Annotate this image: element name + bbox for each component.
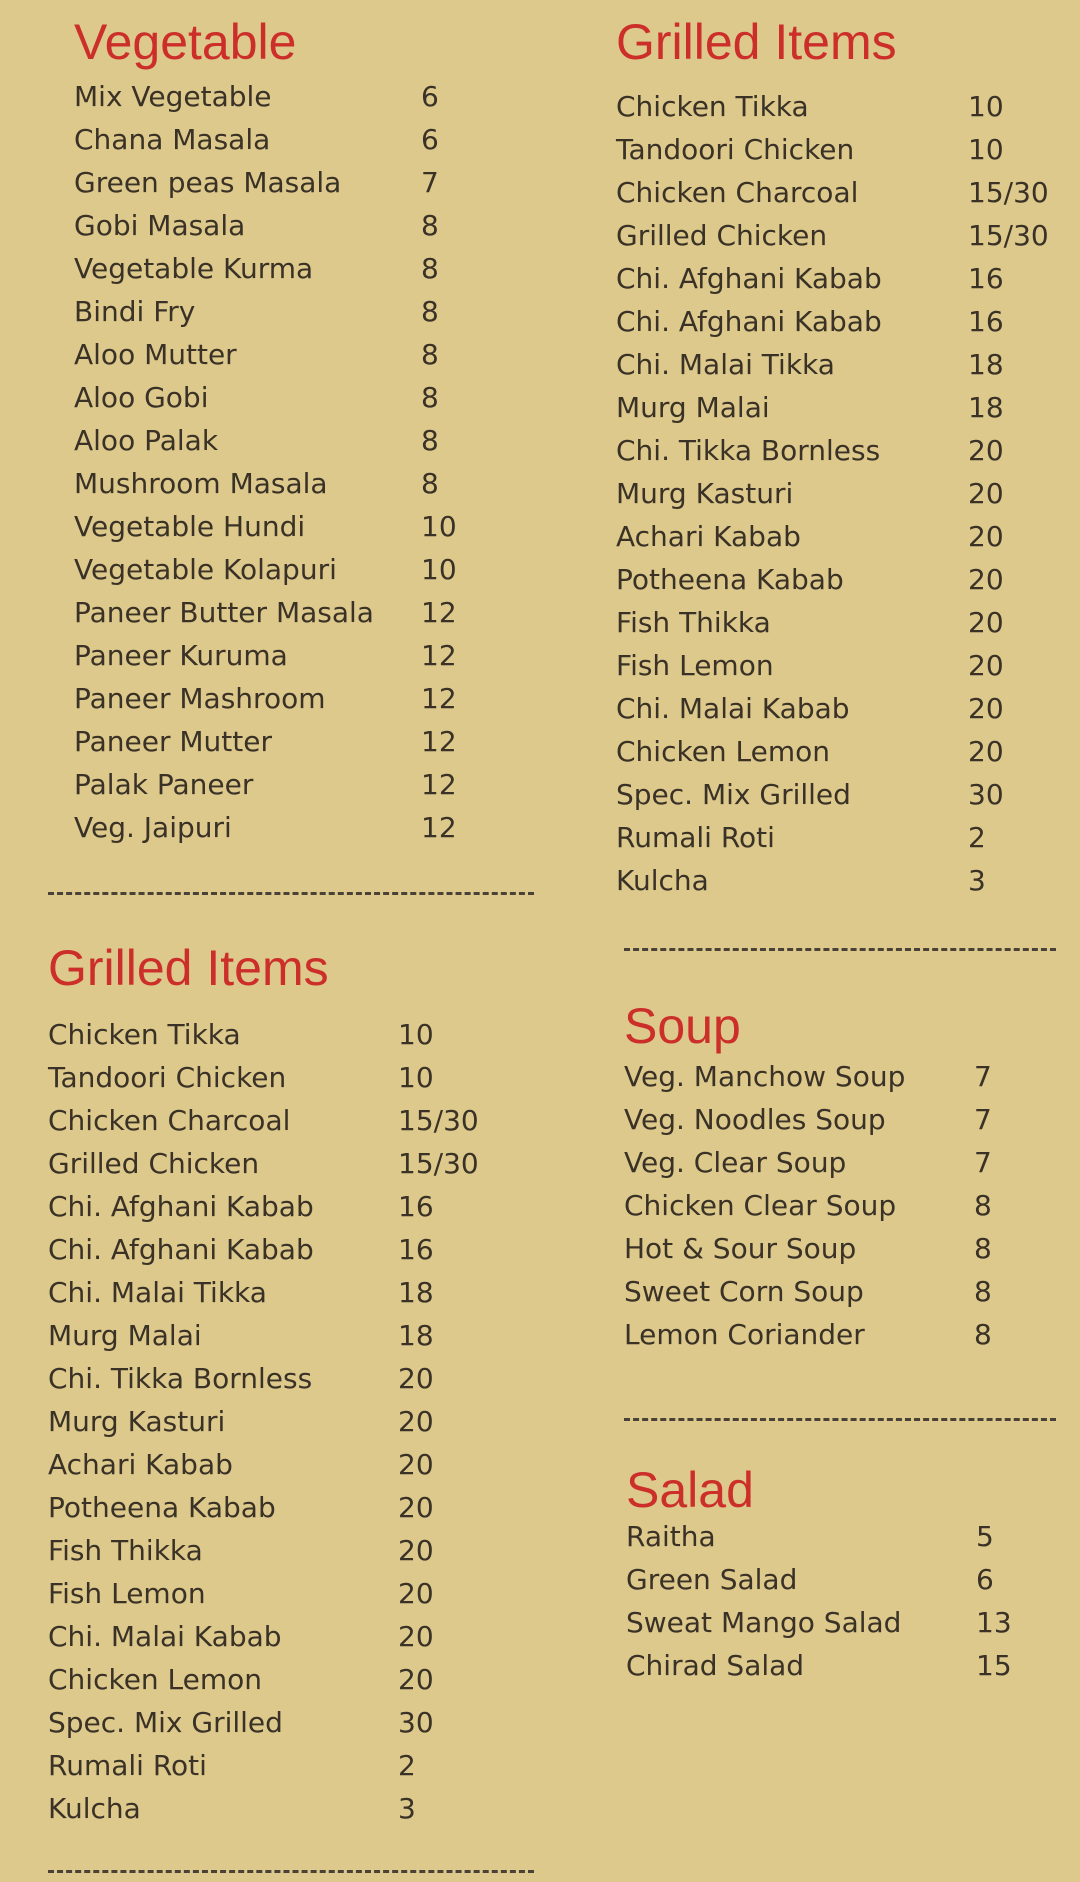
menu-item-price: 20 xyxy=(968,606,1004,639)
menu-item-name: Rumali Roti xyxy=(48,1749,207,1782)
menu-item-name: Mix Vegetable xyxy=(74,80,272,113)
menu-item xyxy=(48,1362,508,1405)
menu-item-name: Chi. Afghani Kabab xyxy=(48,1190,314,1223)
grilled-items-right-divider xyxy=(624,948,1056,951)
menu-item-price: 8 xyxy=(974,1318,992,1351)
menu-item xyxy=(616,90,1056,133)
salad-title: Salad xyxy=(626,1462,754,1518)
menu-item xyxy=(74,80,504,123)
menu-item xyxy=(48,1233,508,1276)
menu-item-price: 8 xyxy=(974,1232,992,1265)
menu-item-name: Tandoori Chicken xyxy=(616,133,855,166)
menu-item xyxy=(74,682,504,725)
menu-item xyxy=(624,1232,1054,1275)
menu-item xyxy=(48,1018,508,1061)
menu-item-name: Murg Kasturi xyxy=(48,1405,226,1438)
menu-item-price: 7 xyxy=(974,1103,992,1136)
menu-item-price: 20 xyxy=(398,1620,434,1653)
menu-item xyxy=(616,391,1056,434)
menu-item-name: Potheena Kabab xyxy=(48,1491,276,1524)
menu-item-price: 8 xyxy=(421,467,439,500)
grilled-items-left-title: Grilled Items xyxy=(48,940,329,996)
menu-item-price: 20 xyxy=(398,1405,434,1438)
menu-item-name: Chi. Malai Kabab xyxy=(616,692,850,725)
menu-item-name: Chicken Charcoal xyxy=(48,1104,291,1137)
menu-item-price: 10 xyxy=(421,553,457,586)
menu-item-name: Chi. Tikka Bornless xyxy=(48,1362,313,1395)
menu-item-name: Veg. Manchow Soup xyxy=(624,1060,906,1093)
menu-item-name: Paneer Mutter xyxy=(74,725,272,758)
menu-item-price: 8 xyxy=(974,1189,992,1222)
vegetable-title: Vegetable xyxy=(74,14,297,70)
menu-item-price: 15 xyxy=(976,1649,1012,1682)
menu-item xyxy=(616,606,1056,649)
grilled-items-left-items xyxy=(48,1018,508,1835)
menu-item-name: Murg Malai xyxy=(48,1319,202,1352)
grilled-items-right-title: Grilled Items xyxy=(616,14,897,70)
menu-item-price: 12 xyxy=(421,596,457,629)
menu-item-price: 5 xyxy=(976,1520,994,1553)
menu-item xyxy=(74,209,504,252)
menu-item-name: Veg. Noodles Soup xyxy=(624,1103,886,1136)
menu-item-name: Hot & Sour Soup xyxy=(624,1232,857,1265)
menu-item-price: 20 xyxy=(968,520,1004,553)
menu-item xyxy=(74,338,504,381)
menu-item-price: 3 xyxy=(398,1792,416,1825)
menu-item xyxy=(616,262,1056,305)
menu-item-price: 10 xyxy=(398,1018,434,1051)
grilled-items-right-items xyxy=(616,90,1056,907)
menu-item-price: 20 xyxy=(968,563,1004,596)
menu-item xyxy=(74,596,504,639)
menu-item-price: 20 xyxy=(968,735,1004,768)
menu-item-name: Paneer Kuruma xyxy=(74,639,288,672)
menu-item xyxy=(616,563,1056,606)
menu-item-name: Chicken Lemon xyxy=(616,735,831,768)
menu-item-name: Bindi Fry xyxy=(74,295,196,328)
menu-item-price: 13 xyxy=(976,1606,1012,1639)
menu-item-price: 15/30 xyxy=(398,1104,479,1137)
menu-item xyxy=(48,1706,508,1749)
menu-item-name: Veg. Jaipuri xyxy=(74,811,232,844)
menu-item-name: Paneer Mashroom xyxy=(74,682,326,715)
menu-item-name: Chicken Tikka xyxy=(616,90,809,123)
menu-item-name: Fish Lemon xyxy=(48,1577,206,1610)
menu-item xyxy=(616,864,1056,907)
menu-item xyxy=(624,1103,1054,1146)
menu-item-price: 8 xyxy=(421,295,439,328)
menu-item-price: 16 xyxy=(968,305,1004,338)
menu-item-price: 20 xyxy=(968,434,1004,467)
menu-item xyxy=(616,520,1056,563)
salad-items xyxy=(626,1520,1056,1692)
menu-item-price: 10 xyxy=(398,1061,434,1094)
menu-item-name: Fish Lemon xyxy=(616,649,774,682)
menu-item-price: 12 xyxy=(421,768,457,801)
menu-item xyxy=(616,348,1056,391)
menu-item-name: Sweet Corn Soup xyxy=(624,1275,864,1308)
menu-item-price: 2 xyxy=(398,1749,416,1782)
menu-item-name: Tandoori Chicken xyxy=(48,1061,287,1094)
menu-item xyxy=(616,133,1056,176)
menu-item-name: Spec. Mix Grilled xyxy=(616,778,851,811)
menu-item-price: 20 xyxy=(398,1362,434,1395)
menu-item-price: 8 xyxy=(974,1275,992,1308)
menu-item-name: Chana Masala xyxy=(74,123,271,156)
menu-item-price: 16 xyxy=(398,1190,434,1223)
menu-item xyxy=(48,1190,508,1233)
menu-item xyxy=(616,434,1056,477)
menu-item-price: 20 xyxy=(398,1448,434,1481)
menu-item-name: Vegetable Kolapuri xyxy=(74,553,337,586)
menu-item-price: 15/30 xyxy=(968,176,1049,209)
menu-item xyxy=(624,1146,1054,1189)
menu-item-price: 18 xyxy=(968,348,1004,381)
menu-item xyxy=(48,1491,508,1534)
soup-items xyxy=(624,1060,1054,1361)
menu-item xyxy=(74,295,504,338)
menu-item-name: Gobi Masala xyxy=(74,209,246,242)
menu-item-price: 6 xyxy=(421,123,439,156)
menu-item xyxy=(48,1620,508,1663)
menu-item-name: Chirad Salad xyxy=(626,1649,805,1682)
menu-item-price: 8 xyxy=(421,338,439,371)
menu-item-name: Murg Malai xyxy=(616,391,770,424)
menu-item-price: 8 xyxy=(421,209,439,242)
menu-item xyxy=(616,219,1056,262)
vegetable-items xyxy=(74,80,504,854)
menu-item-price: 2 xyxy=(968,821,986,854)
menu-item-price: 7 xyxy=(421,166,439,199)
menu-item-price: 10 xyxy=(968,90,1004,123)
menu-item-name: Fish Thikka xyxy=(48,1534,203,1567)
menu-item-price: 18 xyxy=(968,391,1004,424)
menu-item-name: Chi. Afghani Kabab xyxy=(616,305,882,338)
menu-item-name: Chicken Charcoal xyxy=(616,176,859,209)
menu-item xyxy=(616,735,1056,778)
menu-item-price: 20 xyxy=(398,1534,434,1567)
menu-item xyxy=(616,176,1056,219)
menu-item-name: Chi. Tikka Bornless xyxy=(616,434,881,467)
menu-item xyxy=(626,1520,1056,1563)
menu-item-price: 16 xyxy=(398,1233,434,1266)
menu-item-price: 20 xyxy=(398,1491,434,1524)
menu-item-name: Palak Paneer xyxy=(74,768,254,801)
menu-item-price: 8 xyxy=(421,252,439,285)
menu-item xyxy=(626,1606,1056,1649)
menu-item-price: 8 xyxy=(421,381,439,414)
menu-item xyxy=(48,1061,508,1104)
menu-item-name: Chi. Malai Tikka xyxy=(48,1276,267,1309)
menu-item-price: 12 xyxy=(421,811,457,844)
menu-item-name: Potheena Kabab xyxy=(616,563,844,596)
menu-item-price: 10 xyxy=(968,133,1004,166)
menu-item-price: 30 xyxy=(398,1706,434,1739)
menu-item-price: 20 xyxy=(398,1577,434,1610)
menu-item-price: 18 xyxy=(398,1319,434,1352)
menu-item xyxy=(74,725,504,768)
menu-item-name: Green peas Masala xyxy=(74,166,342,199)
menu-item xyxy=(48,1147,508,1190)
menu-item-price: 10 xyxy=(421,510,457,543)
menu-item-name: Paneer Butter Masala xyxy=(74,596,374,629)
menu-item xyxy=(48,1319,508,1362)
menu-item-price: 8 xyxy=(421,424,439,457)
menu-item-price: 12 xyxy=(421,682,457,715)
menu-item-name: Chi. Malai Tikka xyxy=(616,348,835,381)
menu-item xyxy=(74,467,504,510)
menu-item-name: Lemon Coriander xyxy=(624,1318,865,1351)
menu-item-price: 12 xyxy=(421,725,457,758)
menu-item xyxy=(74,639,504,682)
menu-item xyxy=(616,477,1056,520)
menu-item-name: Vegetable Hundi xyxy=(74,510,306,543)
menu-item-price: 20 xyxy=(968,649,1004,682)
menu-item-price: 6 xyxy=(976,1563,994,1596)
menu-item-name: Chicken Lemon xyxy=(48,1663,263,1696)
menu-item-name: Mushroom Masala xyxy=(74,467,328,500)
menu-item-price: 3 xyxy=(968,864,986,897)
menu-item xyxy=(626,1649,1056,1692)
menu-item-price: 6 xyxy=(421,80,439,113)
menu-item-price: 20 xyxy=(968,477,1004,510)
menu-item-name: Aloo Palak xyxy=(74,424,219,457)
menu-item xyxy=(74,123,504,166)
menu-item-name: Aloo Mutter xyxy=(74,338,237,371)
menu-item-price: 15/30 xyxy=(398,1147,479,1180)
menu-item-name: Achari Kabab xyxy=(48,1448,233,1481)
menu-item-name: Veg. Clear Soup xyxy=(624,1146,847,1179)
menu-item-price: 30 xyxy=(968,778,1004,811)
menu-item-name: Chi. Afghani Kabab xyxy=(48,1233,314,1266)
menu-item-name: Murg Kasturi xyxy=(616,477,794,510)
menu-item-name: Fish Thikka xyxy=(616,606,771,639)
menu-item xyxy=(74,381,504,424)
menu-item xyxy=(48,1792,508,1835)
menu-item xyxy=(48,1104,508,1147)
menu-item-name: Grilled Chicken xyxy=(616,219,828,252)
menu-item-name: Chi. Malai Kabab xyxy=(48,1620,282,1653)
menu-item xyxy=(616,821,1056,864)
menu-item-name: Grilled Chicken xyxy=(48,1147,260,1180)
menu-item-name: Green Salad xyxy=(626,1563,798,1596)
menu-item xyxy=(616,778,1056,821)
menu-item xyxy=(616,649,1056,692)
menu-item xyxy=(624,1060,1054,1103)
vegetable-divider xyxy=(48,892,534,895)
menu-item-price: 7 xyxy=(974,1060,992,1093)
menu-item-name: Achari Kabab xyxy=(616,520,801,553)
menu-item xyxy=(48,1448,508,1491)
menu-item xyxy=(626,1563,1056,1606)
menu-item xyxy=(48,1577,508,1620)
menu-item-price: 18 xyxy=(398,1276,434,1309)
menu-item xyxy=(624,1275,1054,1318)
menu-item-name: Vegetable Kurma xyxy=(74,252,314,285)
menu-item xyxy=(616,305,1056,348)
menu-item xyxy=(74,424,504,467)
menu-item-price: 20 xyxy=(968,692,1004,725)
menu-item xyxy=(74,510,504,553)
menu-item xyxy=(74,166,504,209)
menu-item-name: Chicken Clear Soup xyxy=(624,1189,897,1222)
menu-item-name: Kulcha xyxy=(616,864,709,897)
menu-item-name: Chi. Afghani Kabab xyxy=(616,262,882,295)
menu-item-price: 7 xyxy=(974,1146,992,1179)
menu-item xyxy=(74,768,504,811)
menu-item xyxy=(624,1189,1054,1232)
menu-item-name: Kulcha xyxy=(48,1792,141,1825)
menu-item-name: Raitha xyxy=(626,1520,716,1553)
menu-item-price: 20 xyxy=(398,1663,434,1696)
menu-item xyxy=(48,1749,508,1792)
menu-item xyxy=(624,1318,1054,1361)
menu-item xyxy=(616,692,1056,735)
menu-item-name: Rumali Roti xyxy=(616,821,775,854)
menu-item xyxy=(74,252,504,295)
grilled-items-left-divider xyxy=(48,1870,534,1873)
menu-item-name: Sweat Mango Salad xyxy=(626,1606,902,1639)
menu-item xyxy=(48,1405,508,1448)
menu-item-price: 12 xyxy=(421,639,457,672)
menu-item xyxy=(48,1276,508,1319)
menu-item xyxy=(74,553,504,596)
menu-item-name: Aloo Gobi xyxy=(74,381,209,414)
menu-item-name: Spec. Mix Grilled xyxy=(48,1706,283,1739)
menu-item xyxy=(48,1534,508,1577)
soup-title: Soup xyxy=(624,998,741,1054)
menu-item-name: Chicken Tikka xyxy=(48,1018,241,1051)
soup-divider xyxy=(624,1418,1056,1421)
menu-item-price: 16 xyxy=(968,262,1004,295)
menu-item-price: 15/30 xyxy=(968,219,1049,252)
menu-item xyxy=(74,811,504,854)
menu-item xyxy=(48,1663,508,1706)
